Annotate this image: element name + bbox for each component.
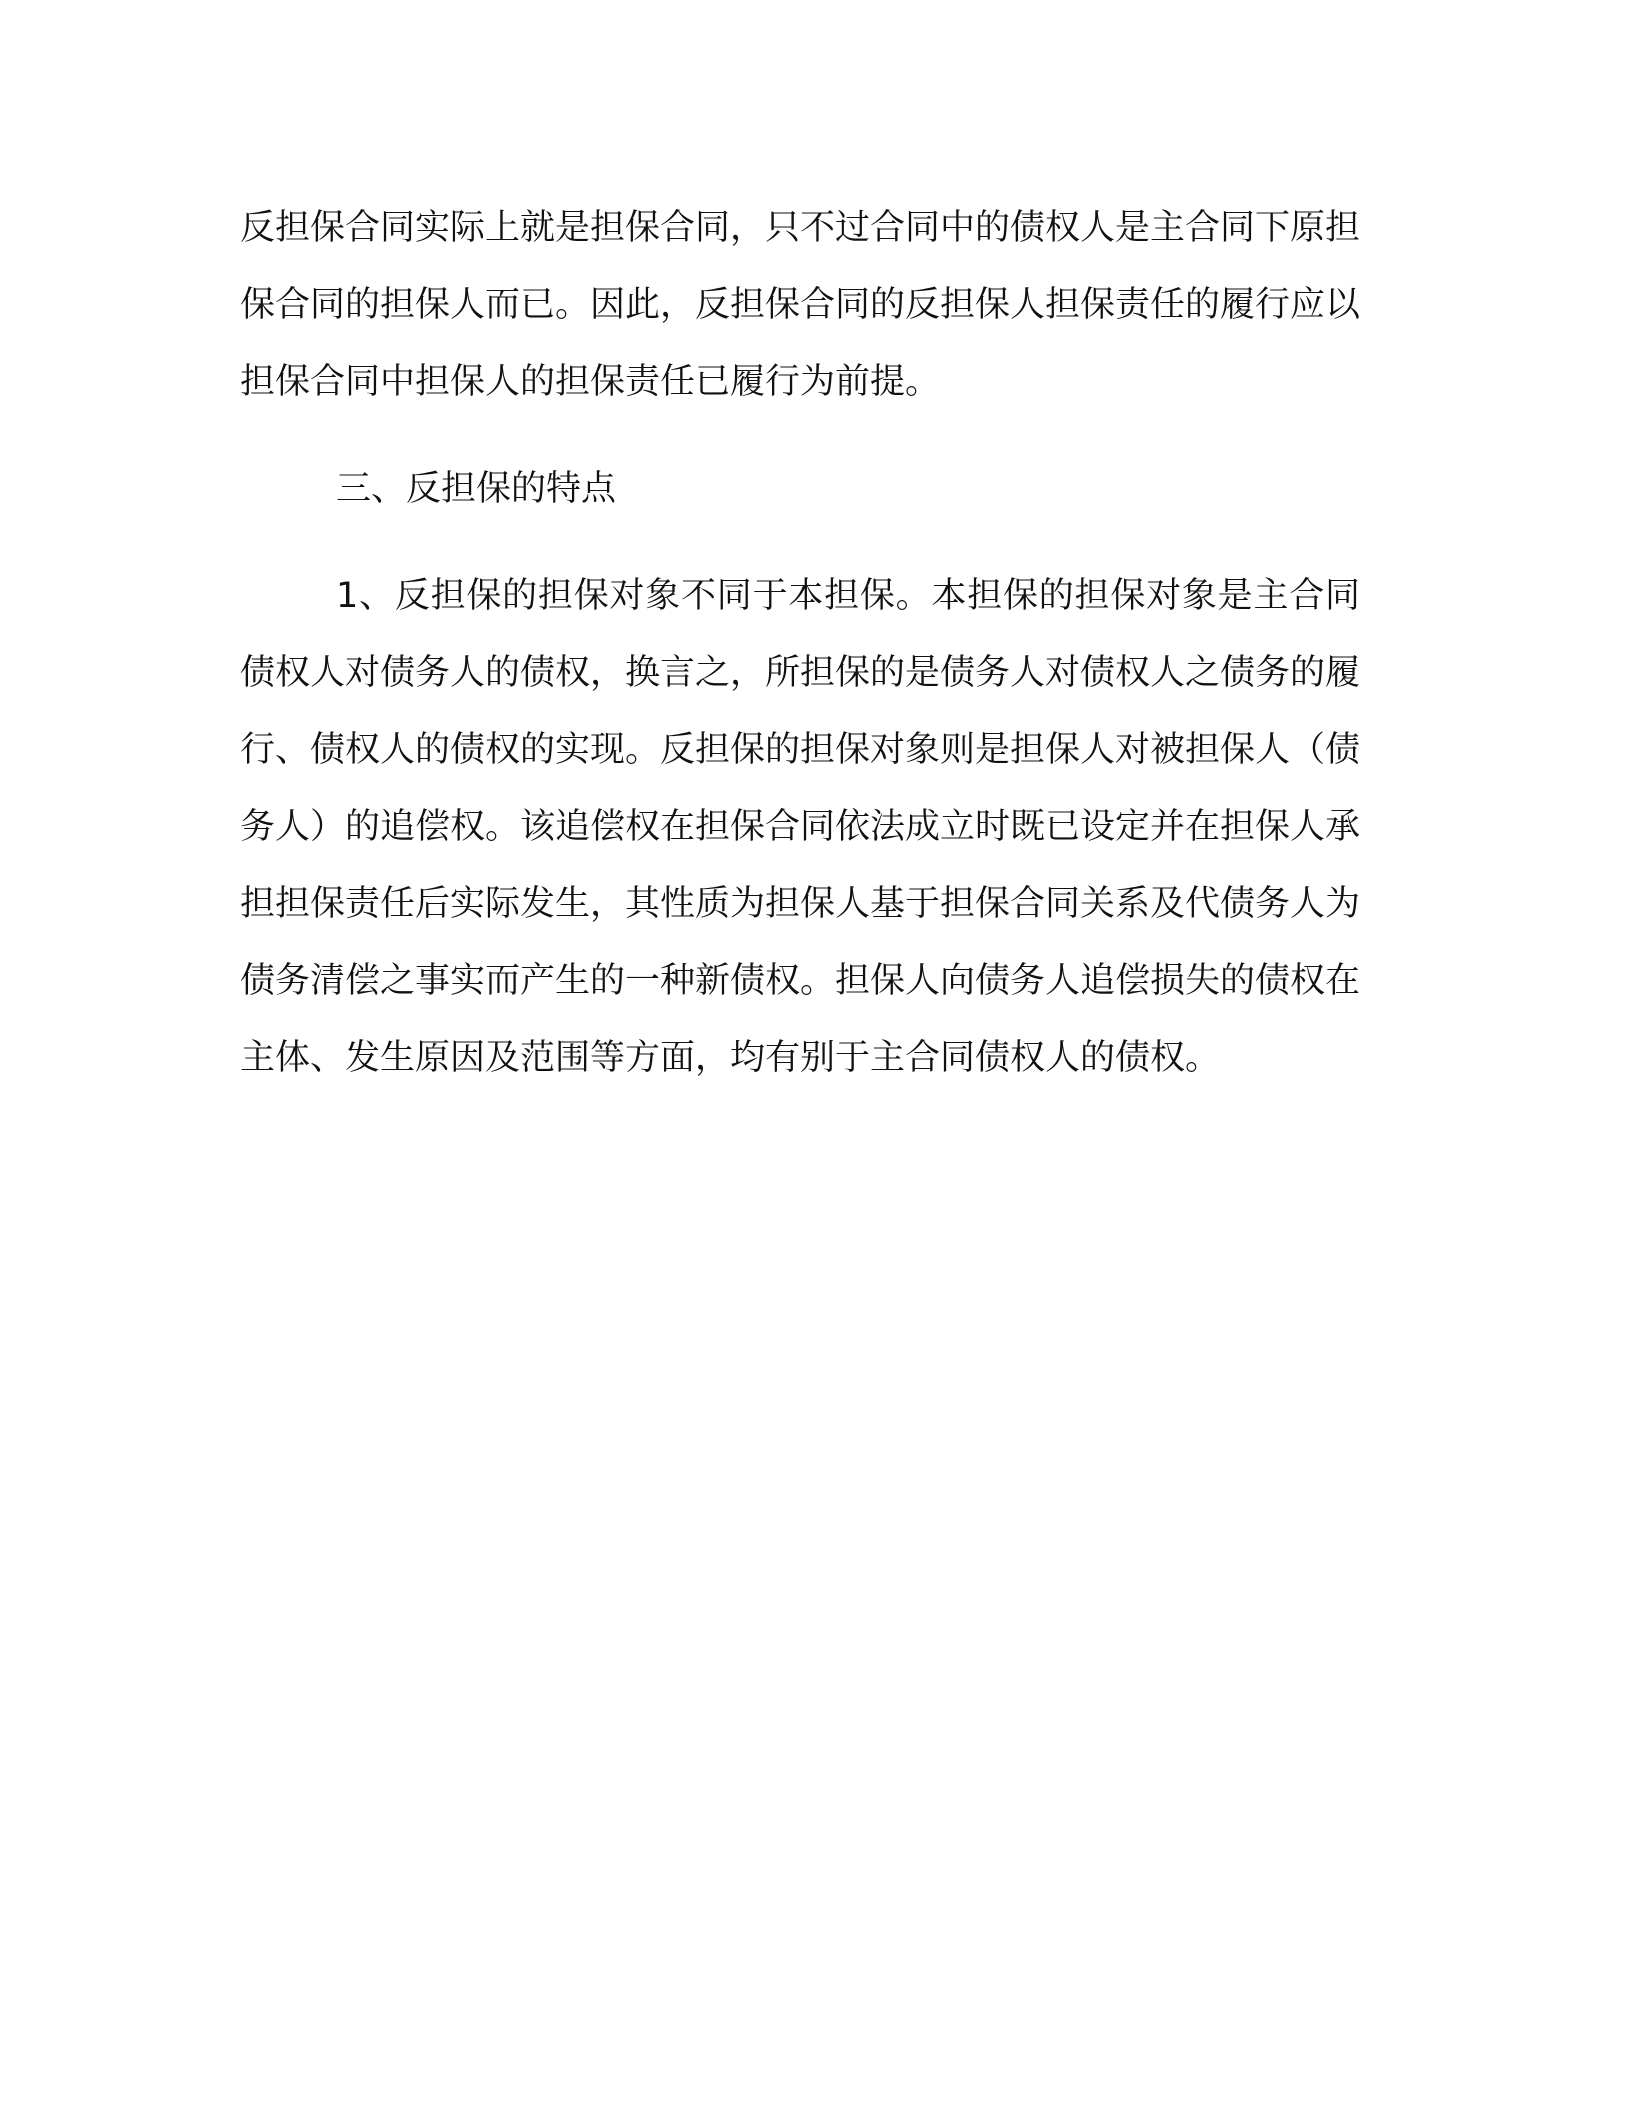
paragraph-gap	[240, 528, 1360, 558]
section-heading-features: 三、反担保的特点	[336, 469, 617, 509]
paragraph-guarantee-object: 1、反担保的担保对象不同于本担保。本担保的担保对象是主合同债权人对债务人的债权，换言之，所担保的是债务人对债权人之债务的履行、债权人的债权的实现。反担保的担保对象则是担保人对被担保人（债务人）的追偿权。该追偿权在担保合同依法成立时既已设定并在担保人承担担保责任后实际发生，其性质为担保人基于担保合同关系及代债务人为债务清偿之事实而产生的一种新债权。担保人向债务人追偿损失的债权在主体、发生原因及范围等方面，均有别于主合同债权人的债权。	[240, 576, 1361, 1078]
paragraph-gap	[240, 421, 1360, 451]
document-body	[240, 190, 1360, 1097]
paragraph-counter-guarantee-contract: 反担保合同实际上就是担保合同，只不过合同中的债权人是主合同下原担保合同的担保人而已。因此，反担保合同的反担保人担保责任的履行应以担保合同中担保人的担保责任已履行为前提。	[240, 208, 1361, 402]
